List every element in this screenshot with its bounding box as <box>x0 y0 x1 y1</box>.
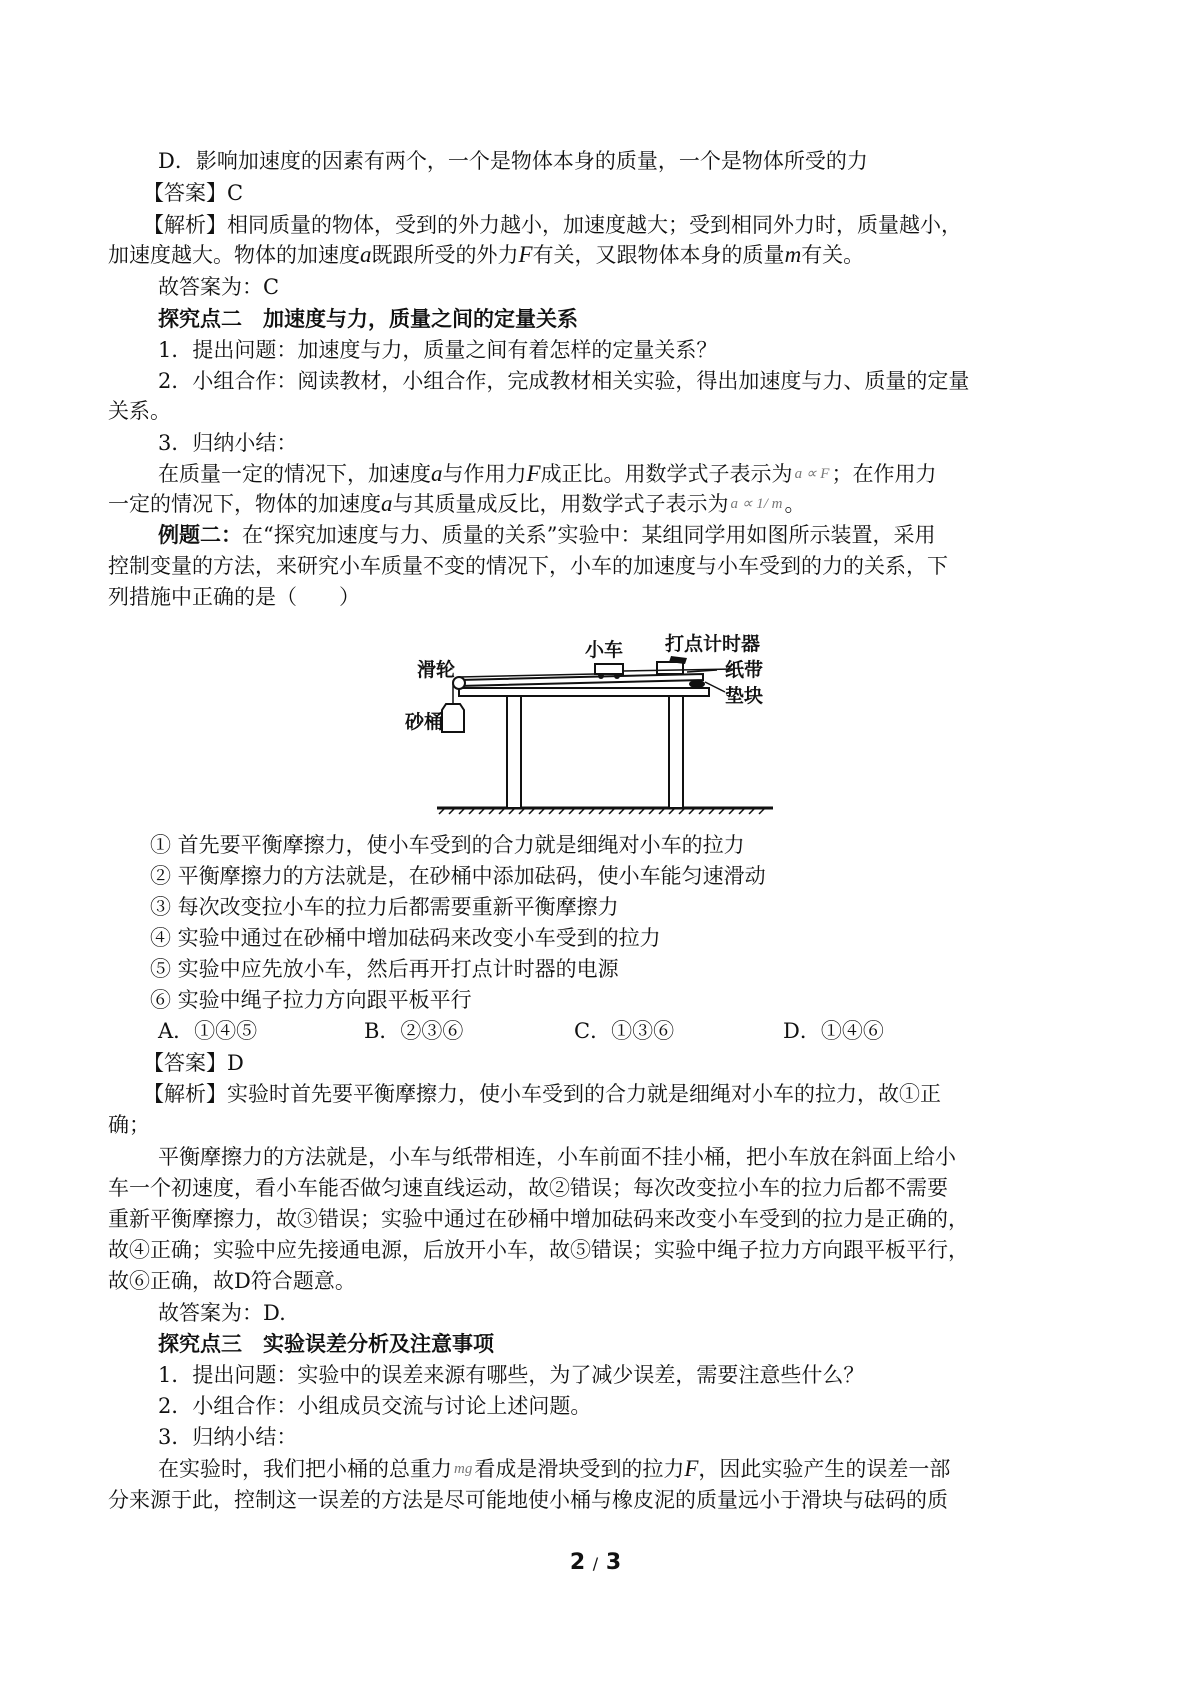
explanation2-line-3: 平衡摩擦力的方法就是，小车与纸带相连，小车前面不挂小桶，把小车放在斜面上给小 <box>158 1145 956 1169</box>
formula-inverse-m: a ∝ 1/ m <box>730 496 783 512</box>
label-spark-timer: 打点计时器 <box>665 633 761 655</box>
page-total: 3 <box>605 1550 622 1575</box>
option-c: C．①③⑥ <box>574 1019 675 1043</box>
step-2: 2．小组合作：阅读教材，小组合作，完成教材相关实验，得出加速度与力、质量的定量 <box>158 369 970 393</box>
text-run: 加速度越大。物体的加速度 <box>108 243 360 267</box>
table-leg-right <box>669 696 683 808</box>
text-run: 成正比。用数学式子表示为 <box>540 462 793 486</box>
formula-mg: mg <box>454 1461 473 1477</box>
summary3-line-1 <box>158 1454 950 1484</box>
example-label: 例题二： <box>158 522 242 547</box>
example-2-line-1 <box>158 520 935 550</box>
step-1: 1．提出问题：加速度与力，质量之间有着怎样的定量关系？ <box>158 338 718 362</box>
page-separator: / <box>592 1554 599 1573</box>
step3-2: 2．小组合作：小组成员交流与讨论上述问题。 <box>158 1394 592 1418</box>
paper-tape <box>623 669 735 671</box>
option-b: B．②③⑥ <box>364 1019 464 1043</box>
text-run: 一定的情况下，物体的加速度 <box>108 492 381 516</box>
cart <box>595 664 623 674</box>
example-2-line-3: 列措施中正确的是（ ） <box>108 585 360 609</box>
experiment-apparatus-figure <box>405 633 775 816</box>
explanation2-line-4: 车一个初速度，看小车能否做匀速直线运动，故②错误；每次改变拉小车的拉力后都不需要 <box>108 1176 948 1200</box>
label-pulley: 滑轮 <box>417 659 456 681</box>
conclusion-line-2: 故答案为：D. <box>158 1301 286 1325</box>
conclusion-line: 故答案为：C <box>158 275 280 299</box>
section-heading-3: 探究点三 实验误差分析及注意事项 <box>158 1331 494 1356</box>
text-run: 在“探究加速度与力、质量的关系”实验中：某组同学用如图所示装置，采用 <box>242 523 936 547</box>
text-run: 。 <box>784 492 806 516</box>
section-heading-2: 探究点二 加速度与力，质量之间的定量关系 <box>158 306 578 331</box>
text-run: 有关，又跟物体本身的质量 <box>532 243 785 267</box>
option-d-text: D．影响加速度的因素有两个，一个是物体本身的质量，一个是物体所受的力 <box>158 149 868 173</box>
summary-line-1 <box>158 459 936 489</box>
label-paper-tape: 纸带 <box>725 659 764 681</box>
cart-wheel <box>614 673 620 679</box>
page-current: 2 <box>569 1550 586 1575</box>
text-run: 看成是滑块受到的拉力 <box>474 1457 685 1481</box>
option-d: D．①④⑥ <box>783 1019 884 1043</box>
table-leg-left <box>507 696 521 808</box>
variable-a: a <box>431 461 443 486</box>
explanation2-line-6: 故④正确；实验中应先接通电源，后放开小车，故⑤错误；实验中绳子拉力方向跟平板平行， <box>108 1238 969 1262</box>
step3-3: 3．归纳小结： <box>158 1425 298 1449</box>
explanation2-line-2: 确； <box>108 1113 150 1137</box>
step-2-cont: 关系。 <box>108 399 171 423</box>
answer-line-2: 【答案】D <box>143 1051 244 1075</box>
cart-wheel <box>598 673 604 679</box>
support-block <box>689 680 705 688</box>
text-run: 与其质量成反比，用数学式子表示为 <box>392 492 729 516</box>
label-sand-bucket: 砂桶 <box>405 711 444 733</box>
variable-a: a <box>381 491 393 516</box>
text-run: 既跟所受的外力 <box>371 243 519 267</box>
statement-1: ① 首先要平衡摩擦力，使小车受到的合力就是细绳对小车的拉力 <box>150 833 745 857</box>
variable-f: F <box>518 242 533 267</box>
explanation-line-1: 【解析】相同质量的物体，受到的外力越小，加速度越大；受到相同外力时，质量越小， <box>143 213 962 237</box>
options-row <box>0 1016 1191 1046</box>
variable-a: a <box>360 242 372 267</box>
example-2-line-2: 控制变量的方法，来研究小车质量不变的情况下，小车的加速度与小车受到的力的关系，下 <box>108 554 948 578</box>
statement-3: ③ 每次改变拉小车的拉力后都需要重新平衡摩擦力 <box>150 895 619 919</box>
variable-m: m <box>784 242 802 267</box>
variable-f: F <box>526 461 541 486</box>
sand-bucket <box>442 704 464 732</box>
text-run: 在质量一定的情况下，加速度 <box>158 462 431 486</box>
step-3: 3．归纳小结： <box>158 431 298 455</box>
summary-line-2 <box>108 489 805 519</box>
label-block: 垫块 <box>725 685 764 707</box>
summary3-line-2: 分来源于此，控制这一误差的方法是尽可能地使小桶与橡皮泥的质量远小于滑块与砝码的质 <box>108 1488 948 1512</box>
page-number <box>0 1550 1191 1575</box>
statement-2: ② 平衡摩擦力的方法就是，在砂桶中添加砝码，使小车能匀速滑动 <box>150 864 766 888</box>
text-run: ，因此实验产生的误差一部 <box>698 1457 951 1481</box>
step3-1: 1．提出问题：实验中的误差来源有哪些，为了减少误差，需要注意些什么？ <box>158 1363 865 1387</box>
variable-f: F <box>684 1456 699 1481</box>
explanation2-line-1: 【解析】实验时首先要平衡摩擦力，使小车受到的合力就是细绳对小车的拉力，故①正 <box>143 1082 941 1106</box>
spark-timer <box>657 662 683 674</box>
formula-proportional-f: a ∝ F <box>794 466 830 482</box>
statement-6: ⑥ 实验中绳子拉力方向跟平板平行 <box>150 988 472 1012</box>
explanation2-line-7: 故⑥正确，故D符合题意。 <box>108 1269 356 1293</box>
table-top <box>459 688 709 696</box>
text-run: 与作用力 <box>442 462 527 486</box>
option-a: A．①④⑤ <box>158 1019 258 1043</box>
text-run: 有关。 <box>801 243 865 267</box>
label-cart: 小车 <box>585 639 624 661</box>
statement-4: ④ 实验中通过在砂桶中增加砝码来改变小车受到的拉力 <box>150 926 661 950</box>
text-run: ；在作用力 <box>831 462 937 486</box>
answer-line: 【答案】C <box>143 181 244 205</box>
text-run: 在实验时，我们把小桶的总重力 <box>158 1457 452 1481</box>
statement-5: ⑤ 实验中应先放小车，然后再开打点计时器的电源 <box>150 957 619 981</box>
explanation2-line-5: 重新平衡摩擦力，故③错误；实验中通过在砂桶中增加砝码来改变小车受到的拉力是正确的， <box>108 1207 969 1231</box>
explanation-line-2 <box>108 240 864 270</box>
